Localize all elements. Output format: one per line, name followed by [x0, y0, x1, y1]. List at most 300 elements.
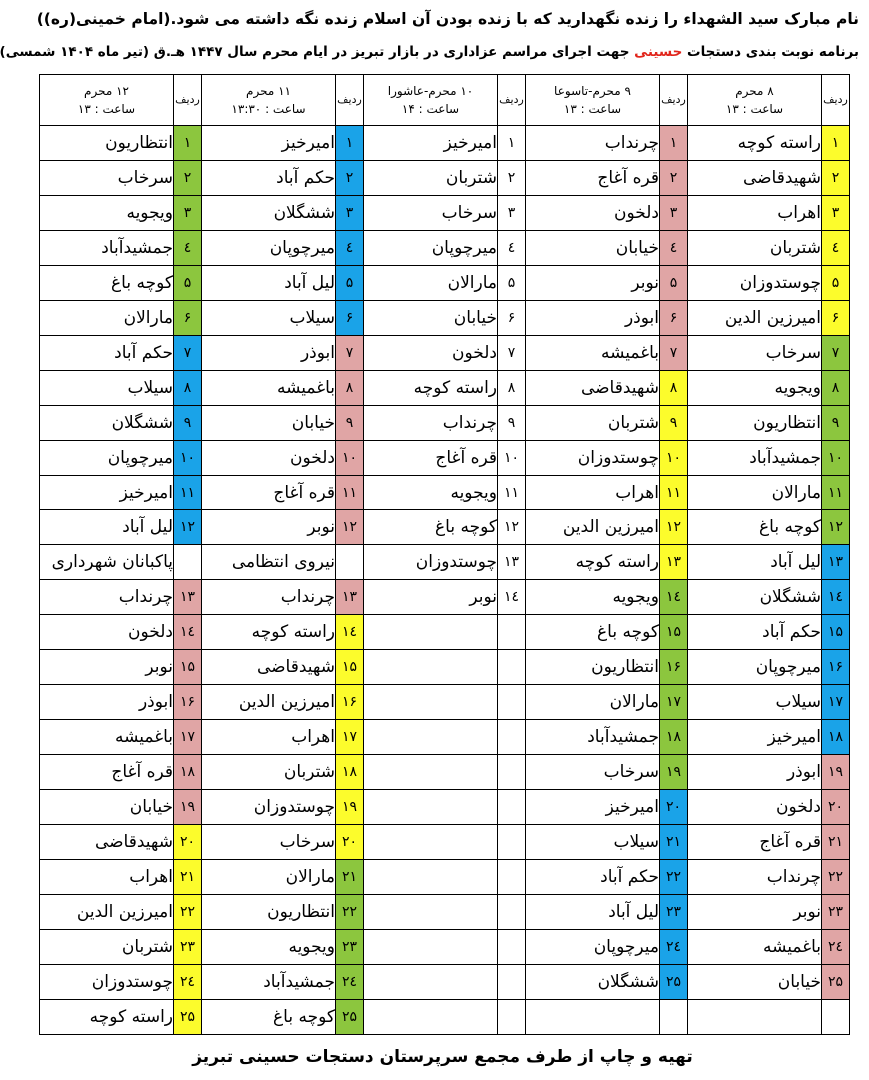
- row-number-cell: ۱۲: [498, 510, 526, 545]
- group-name-cell: [364, 964, 498, 999]
- row-number-cell: [498, 720, 526, 755]
- row-number-cell: ۵: [822, 265, 850, 300]
- row-number-cell: ۲٤: [660, 929, 688, 964]
- group-name-cell: انتظاریون: [526, 650, 660, 685]
- row-number-cell: [498, 755, 526, 790]
- group-name-cell: مارالان: [202, 860, 336, 895]
- group-name-cell: چرنداب: [202, 580, 336, 615]
- row-number-cell: [822, 999, 850, 1034]
- table-header: [40, 75, 850, 126]
- row-number-cell: ۸: [660, 370, 688, 405]
- row-number-cell: [336, 545, 364, 580]
- group-name-cell: امیرزین الدین: [202, 685, 336, 720]
- row-number-cell: ۱۱: [336, 475, 364, 510]
- group-name-cell: شتربان: [202, 755, 336, 790]
- subtitle-highlight: حسینی: [634, 44, 683, 60]
- num-column-header: [822, 75, 850, 126]
- row-number-cell: ۱۳: [336, 580, 364, 615]
- table-row: [40, 650, 850, 685]
- row-number-cell: ۱: [174, 126, 202, 161]
- group-name-cell: باغمیشه: [40, 720, 174, 755]
- day-time: ساعت : ۱۴: [401, 102, 460, 116]
- row-number-cell: ۶: [498, 300, 526, 335]
- row-number-cell: ۱۷: [660, 685, 688, 720]
- group-name-cell: نوبر: [526, 265, 660, 300]
- group-name-cell: قره آغاج: [40, 755, 174, 790]
- row-number-cell: ۲٤: [336, 964, 364, 999]
- group-name-cell: ویجویه: [526, 580, 660, 615]
- group-name-cell: سرخاب: [364, 195, 498, 230]
- group-name-cell: کوچه باغ: [202, 999, 336, 1034]
- footer-credit: تهیه و چاپ از طرف مجمع سرپرستان دستجات حسینی تبریز: [192, 1047, 693, 1067]
- row-number-cell: ۱: [822, 126, 850, 161]
- row-number-cell: [660, 999, 688, 1034]
- table-row: [40, 265, 850, 300]
- group-name-cell: [364, 929, 498, 964]
- group-name-cell: سیلاب: [202, 300, 336, 335]
- table-row: [40, 475, 850, 510]
- group-name-cell: اهراب: [202, 720, 336, 755]
- row-number-cell: ۷: [174, 335, 202, 370]
- group-name-cell: جمشیدآباد: [526, 720, 660, 755]
- row-number-cell: ۱۶: [660, 650, 688, 685]
- row-number-cell: ۲: [498, 160, 526, 195]
- row-number-cell: ۳: [498, 195, 526, 230]
- row-number-cell: ۱۲: [336, 510, 364, 545]
- row-number-cell: ۱: [336, 126, 364, 161]
- group-name-cell: ششگلان: [526, 964, 660, 999]
- row-number-cell: ۲۱: [822, 825, 850, 860]
- row-number-cell: [498, 860, 526, 895]
- group-name-cell: چرنداب: [526, 126, 660, 161]
- table-row: [40, 370, 850, 405]
- row-number-cell: ۱۰: [174, 440, 202, 475]
- table-row: [40, 615, 850, 650]
- row-number-cell: ۱٤: [822, 580, 850, 615]
- group-name-cell: دلخون: [688, 790, 822, 825]
- row-number-cell: ۲۰: [174, 825, 202, 860]
- group-name-cell: اهراب: [688, 195, 822, 230]
- row-number-cell: ۲۵: [822, 964, 850, 999]
- row-number-cell: ۲۵: [174, 999, 202, 1034]
- row-number-cell: ۶: [822, 300, 850, 335]
- row-number-cell: ۱۳: [660, 545, 688, 580]
- group-name-cell: دلخون: [526, 195, 660, 230]
- group-name-cell: کوچه باغ: [688, 510, 822, 545]
- row-number-cell: ۱۳: [174, 580, 202, 615]
- group-name-cell: ویجویه: [688, 370, 822, 405]
- table-row: [40, 999, 850, 1034]
- num-column-header: [660, 75, 688, 126]
- row-number-cell: ۲۰: [336, 825, 364, 860]
- group-name-cell: [364, 999, 498, 1034]
- group-name-cell: شتربان: [688, 230, 822, 265]
- table-row: [40, 300, 850, 335]
- group-name-cell: ویجویه: [364, 475, 498, 510]
- group-name-cell: لیل آباد: [202, 265, 336, 300]
- row-number-cell: ۹: [822, 405, 850, 440]
- row-number-cell: ۸: [336, 370, 364, 405]
- group-name-cell: کوچه باغ: [526, 615, 660, 650]
- num-column-label: ردیف: [499, 93, 524, 106]
- group-name-cell: امیرخیز: [40, 475, 174, 510]
- row-number-cell: ۲۳: [336, 929, 364, 964]
- group-name-cell: کوچه باغ: [364, 510, 498, 545]
- group-name-cell: [364, 685, 498, 720]
- row-number-cell: ۱۵: [336, 650, 364, 685]
- group-name-cell: شتربان: [40, 929, 174, 964]
- row-number-cell: [498, 929, 526, 964]
- group-name-cell: [364, 860, 498, 895]
- group-name-cell: میرچوپان: [40, 440, 174, 475]
- row-number-cell: ۸: [498, 370, 526, 405]
- row-number-cell: ۷: [822, 335, 850, 370]
- group-name-cell: قره آغاج: [364, 440, 498, 475]
- row-number-cell: ۱: [660, 126, 688, 161]
- group-name-cell: میرچوپان: [526, 929, 660, 964]
- group-name-cell: دلخون: [364, 335, 498, 370]
- num-column-header: [498, 75, 526, 126]
- group-name-cell: امیرزین الدین: [40, 894, 174, 929]
- row-number-cell: ۱۵: [660, 615, 688, 650]
- row-number-cell: ۱۰: [822, 440, 850, 475]
- row-number-cell: ۲: [822, 160, 850, 195]
- num-column-header: [174, 75, 202, 126]
- row-number-cell: ۲۱: [174, 860, 202, 895]
- group-name-cell: مارالان: [40, 300, 174, 335]
- group-name-cell: چوستدوزان: [202, 790, 336, 825]
- day-title: ۹ محرم-تاسوعا: [554, 84, 631, 98]
- group-name-cell: باغمیشه: [526, 335, 660, 370]
- row-number-cell: ۲٤: [174, 964, 202, 999]
- row-number-cell: ۷: [660, 335, 688, 370]
- group-name-cell: امیرزین الدین: [526, 510, 660, 545]
- row-number-cell: ۱۶: [336, 685, 364, 720]
- group-name-cell: نوبر: [364, 580, 498, 615]
- table-row: [40, 160, 850, 195]
- group-name-cell: دلخون: [202, 440, 336, 475]
- group-name-cell: جمشیدآباد: [202, 964, 336, 999]
- row-number-cell: ۷: [498, 335, 526, 370]
- group-name-cell: شهیدقاضی: [526, 370, 660, 405]
- row-number-cell: ۱٤: [660, 580, 688, 615]
- group-name-cell: سیلاب: [40, 370, 174, 405]
- row-number-cell: ۵: [336, 265, 364, 300]
- row-number-cell: ٤: [498, 230, 526, 265]
- row-number-cell: ۱۵: [174, 650, 202, 685]
- row-number-cell: ۱۹: [336, 790, 364, 825]
- row-number-cell: ۱۹: [174, 790, 202, 825]
- row-number-cell: ۱۲: [174, 510, 202, 545]
- group-name-cell: مارالان: [688, 475, 822, 510]
- row-number-cell: ۸: [822, 370, 850, 405]
- header-row: [40, 75, 850, 126]
- num-column-label: ردیف: [823, 93, 848, 106]
- row-number-cell: ٤: [336, 230, 364, 265]
- row-number-cell: ۲۰: [660, 790, 688, 825]
- num-column-label: ردیف: [661, 93, 686, 106]
- row-number-cell: ۱۳: [822, 545, 850, 580]
- row-number-cell: ۶: [174, 300, 202, 335]
- group-name-cell: باغمیشه: [202, 370, 336, 405]
- row-number-cell: ۶: [660, 300, 688, 335]
- row-number-cell: ۸: [174, 370, 202, 405]
- row-number-cell: ۳: [174, 195, 202, 230]
- row-number-cell: ۲۲: [336, 894, 364, 929]
- table-row: [40, 755, 850, 790]
- row-number-cell: ۱۸: [660, 720, 688, 755]
- row-number-cell: ۱۸: [174, 755, 202, 790]
- group-name-cell: سرخاب: [40, 160, 174, 195]
- row-number-cell: ۱۷: [822, 685, 850, 720]
- group-name-cell: راسته کوچه: [526, 545, 660, 580]
- row-number-cell: ۳: [336, 195, 364, 230]
- day-time: ساعت : ۱۳: [563, 102, 622, 116]
- group-name-cell: حکم آباد: [202, 160, 336, 195]
- group-name-cell: میرچوپان: [202, 230, 336, 265]
- group-name-cell: [364, 650, 498, 685]
- row-number-cell: [498, 685, 526, 720]
- group-name-cell: پاکبانان شهرداری: [40, 545, 174, 580]
- row-number-cell: ۲۵: [660, 964, 688, 999]
- group-name-cell: [688, 999, 822, 1034]
- group-name-cell: [364, 755, 498, 790]
- group-name-cell: امیرزین الدین: [688, 300, 822, 335]
- row-number-cell: ۲۳: [174, 929, 202, 964]
- row-number-cell: [498, 964, 526, 999]
- group-name-cell: خیابان: [526, 230, 660, 265]
- day-header: [40, 75, 174, 126]
- row-number-cell: ۹: [336, 405, 364, 440]
- group-name-cell: چوستدوزان: [364, 545, 498, 580]
- row-number-cell: ۱۸: [336, 755, 364, 790]
- row-number-cell: ۷: [336, 335, 364, 370]
- group-name-cell: ویجویه: [202, 929, 336, 964]
- group-name-cell: خیابان: [202, 405, 336, 440]
- group-name-cell: جمشیدآباد: [40, 230, 174, 265]
- group-name-cell: قره آغاج: [688, 825, 822, 860]
- group-name-cell: مارالان: [526, 685, 660, 720]
- row-number-cell: [498, 825, 526, 860]
- row-number-cell: ۵: [498, 265, 526, 300]
- table-row: [40, 894, 850, 929]
- row-number-cell: ۱۶: [822, 650, 850, 685]
- table-row: [40, 790, 850, 825]
- group-name-cell: امیرخیز: [364, 126, 498, 161]
- table-row: [40, 720, 850, 755]
- num-column-label: ردیف: [337, 93, 362, 106]
- group-name-cell: اهراب: [526, 475, 660, 510]
- group-name-cell: اهراب: [40, 860, 174, 895]
- group-name-cell: حکم آباد: [526, 860, 660, 895]
- row-number-cell: ۲: [336, 160, 364, 195]
- table-row: [40, 126, 850, 161]
- group-name-cell: سرخاب: [202, 825, 336, 860]
- group-name-cell: نوبر: [40, 650, 174, 685]
- group-name-cell: شتربان: [364, 160, 498, 195]
- row-number-cell: ۲: [174, 160, 202, 195]
- group-name-cell: ششگلان: [40, 405, 174, 440]
- table-row: [40, 860, 850, 895]
- table-row: [40, 510, 850, 545]
- group-name-cell: ششگلان: [202, 195, 336, 230]
- row-number-cell: [498, 650, 526, 685]
- row-number-cell: ۲۲: [822, 860, 850, 895]
- table-row: [40, 685, 850, 720]
- day-title: ۸ محرم: [735, 84, 774, 98]
- group-name-cell: کوچه باغ: [40, 265, 174, 300]
- group-name-cell: خیابان: [40, 790, 174, 825]
- table-row: [40, 964, 850, 999]
- group-name-cell: شهیدقاضی: [40, 825, 174, 860]
- row-number-cell: ۳: [660, 195, 688, 230]
- group-name-cell: ششگلان: [688, 580, 822, 615]
- table-row: [40, 335, 850, 370]
- day-header: [526, 75, 660, 126]
- row-number-cell: ۱۲: [660, 510, 688, 545]
- row-number-cell: ۱٤: [498, 580, 526, 615]
- row-number-cell: ۹: [498, 405, 526, 440]
- table-row: [40, 440, 850, 475]
- group-name-cell: راسته کوچه: [364, 370, 498, 405]
- group-name-cell: راسته کوچه: [688, 126, 822, 161]
- group-name-cell: نوبر: [688, 894, 822, 929]
- row-number-cell: ۹: [660, 405, 688, 440]
- row-number-cell: ۶: [336, 300, 364, 335]
- group-name-cell: چوستدوزان: [526, 440, 660, 475]
- group-name-cell: [364, 615, 498, 650]
- row-number-cell: [498, 999, 526, 1034]
- group-name-cell: انتظاریون: [688, 405, 822, 440]
- table-row: [40, 580, 850, 615]
- row-number-cell: ۱۵: [822, 615, 850, 650]
- row-number-cell: ۲۵: [336, 999, 364, 1034]
- row-number-cell: ۱۰: [336, 440, 364, 475]
- row-number-cell: ۱۱: [822, 475, 850, 510]
- group-name-cell: [364, 825, 498, 860]
- group-name-cell: چرنداب: [40, 580, 174, 615]
- row-number-cell: [498, 894, 526, 929]
- row-number-cell: ۱۶: [174, 685, 202, 720]
- group-name-cell: انتظاریون: [202, 894, 336, 929]
- group-name-cell: امیرخیز: [202, 126, 336, 161]
- subtitle-part-2: جهت اجرای مراسم عزاداری در بازار تبریز در ایام محرم سال ۱۴۴۷ هـ.ق (تیر ماه ۱۴۰۴ شمسی): [0, 44, 635, 60]
- group-name-cell: شتربان: [526, 405, 660, 440]
- row-number-cell: ۱۷: [174, 720, 202, 755]
- day-time: ساعت : ۱۳: [77, 102, 136, 116]
- group-name-cell: نیروی انتظامی: [202, 545, 336, 580]
- row-number-cell: ۱٤: [174, 615, 202, 650]
- table-row: [40, 405, 850, 440]
- group-name-cell: قره آغاج: [526, 160, 660, 195]
- row-number-cell: ٤: [174, 230, 202, 265]
- group-name-cell: امیرخیز: [526, 790, 660, 825]
- row-number-cell: ۱: [498, 126, 526, 161]
- table-row: [40, 195, 850, 230]
- row-number-cell: ٤: [822, 230, 850, 265]
- group-name-cell: چرنداب: [688, 860, 822, 895]
- group-name-cell: سرخاب: [526, 755, 660, 790]
- group-name-cell: خیابان: [364, 300, 498, 335]
- row-number-cell: ۲۰: [822, 790, 850, 825]
- group-name-cell: ابوذر: [40, 685, 174, 720]
- row-number-cell: ۱۷: [336, 720, 364, 755]
- row-number-cell: ۱۲: [822, 510, 850, 545]
- group-name-cell: میرچوپان: [364, 230, 498, 265]
- table-row: [40, 929, 850, 964]
- day-time: ساعت : ۱۳: [725, 102, 784, 116]
- row-number-cell: ۱۱: [660, 475, 688, 510]
- group-name-cell: ابوذر: [688, 755, 822, 790]
- group-name-cell: انتظاریون: [40, 126, 174, 161]
- row-number-cell: ۵: [660, 265, 688, 300]
- group-name-cell: چوستدوزان: [688, 265, 822, 300]
- day-header: [202, 75, 336, 126]
- group-name-cell: ابوذر: [526, 300, 660, 335]
- group-name-cell: چوستدوزان: [40, 964, 174, 999]
- group-name-cell: [364, 720, 498, 755]
- group-name-cell: [364, 790, 498, 825]
- row-number-cell: ۱۰: [498, 440, 526, 475]
- row-number-cell: ۱٤: [336, 615, 364, 650]
- schedule-table: [39, 74, 850, 1035]
- num-column-header: [336, 75, 364, 126]
- row-number-cell: ۲۱: [660, 825, 688, 860]
- table-row: [40, 545, 850, 580]
- header-quote: نام مبارک سید الشهداء را زنده نگهدارید که با زنده بودن آن اسلام زنده نگه داشته می شود.(امام خمینی(ره)): [36, 10, 859, 28]
- group-name-cell: مارالان: [364, 265, 498, 300]
- group-name-cell: لیل آباد: [40, 510, 174, 545]
- group-name-cell: شهیدقاضی: [202, 650, 336, 685]
- group-name-cell: خیابان: [688, 964, 822, 999]
- row-number-cell: ۵: [174, 265, 202, 300]
- day-time: ساعت : ۱۳:۳۰: [231, 102, 306, 116]
- row-number-cell: ۱۱: [498, 475, 526, 510]
- group-name-cell: راسته کوچه: [202, 615, 336, 650]
- table-body: [40, 126, 850, 1035]
- row-number-cell: ٤: [660, 230, 688, 265]
- row-number-cell: ۱۹: [822, 755, 850, 790]
- group-name-cell: راسته کوچه: [40, 999, 174, 1034]
- group-name-cell: سیلاب: [526, 825, 660, 860]
- row-number-cell: ۱۹: [660, 755, 688, 790]
- day-header: [688, 75, 822, 126]
- day-header: [364, 75, 498, 126]
- day-title: ۱۲ محرم: [84, 84, 129, 98]
- row-number-cell: ۲: [660, 160, 688, 195]
- row-number-cell: ۱۳: [498, 545, 526, 580]
- group-name-cell: [526, 999, 660, 1034]
- row-number-cell: [174, 545, 202, 580]
- group-name-cell: لیل آباد: [688, 545, 822, 580]
- group-name-cell: میرچوپان: [688, 650, 822, 685]
- header-subtitle: [0, 38, 859, 66]
- group-name-cell: شهیدقاضی: [688, 160, 822, 195]
- row-number-cell: ۱۰: [660, 440, 688, 475]
- row-number-cell: ۲۲: [174, 894, 202, 929]
- row-number-cell: [498, 615, 526, 650]
- group-name-cell: حکم آباد: [40, 335, 174, 370]
- row-number-cell: ۲٤: [822, 929, 850, 964]
- table-row: [40, 825, 850, 860]
- group-name-cell: ویجویه: [40, 195, 174, 230]
- subtitle-part-1: برنامه نوبت بندی دستجات: [682, 44, 859, 60]
- group-name-cell: امیرخیز: [688, 720, 822, 755]
- group-name-cell: دلخون: [40, 615, 174, 650]
- row-number-cell: ۳: [822, 195, 850, 230]
- num-column-label: ردیف: [175, 93, 200, 106]
- group-name-cell: قره آغاج: [202, 475, 336, 510]
